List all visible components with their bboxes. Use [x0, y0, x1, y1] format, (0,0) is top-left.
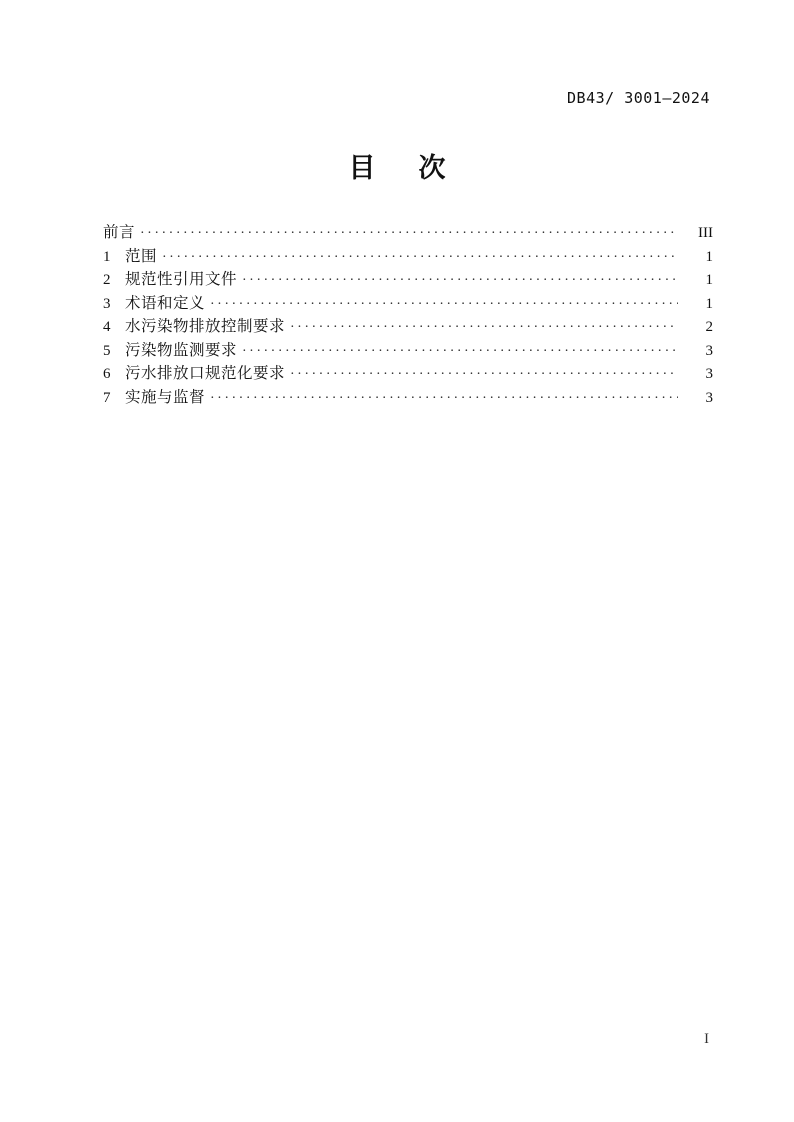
toc-entry-title: 规范性引用文件 — [125, 271, 238, 288]
toc-entry-page: 1 — [705, 272, 713, 288]
toc-entry-title: 实施与监督 — [125, 388, 206, 406]
toc-dot-leader — [210, 297, 678, 313]
toc-dot-leader — [162, 250, 678, 266]
toc-entry-title: 前言 — [103, 224, 136, 241]
toc-dot-leader — [242, 273, 678, 289]
toc-entry-number: 2 — [103, 272, 111, 288]
toc-dot-leader — [290, 320, 678, 336]
toc-dot-leader — [140, 226, 678, 242]
toc-row — [103, 338, 713, 362]
toc-entry-title: 污水排放口规范化要求 — [125, 365, 286, 382]
toc-dot-leader — [210, 391, 678, 407]
toc-dot-leader — [242, 344, 678, 360]
toc-row — [103, 361, 713, 385]
toc-entry-page: 2 — [705, 319, 713, 335]
toc-entry-page: III — [698, 225, 713, 241]
page-title-char-left: 目 — [348, 153, 376, 183]
toc-entry-number: 7 — [103, 389, 111, 406]
toc-entry-page: 1 — [705, 295, 713, 312]
toc-entry-number: 5 — [103, 342, 111, 359]
toc-row — [103, 291, 713, 315]
toc-entry-title: 污染物监测要求 — [125, 341, 238, 359]
toc-entry-number: 4 — [103, 319, 111, 335]
standard-number: DB43/ 3001—2024 — [567, 89, 710, 107]
toc-row — [103, 314, 713, 338]
toc-entry-title: 术语和定义 — [125, 294, 206, 312]
table-of-contents — [103, 220, 713, 408]
toc-entry-number: 3 — [103, 295, 111, 312]
page-title — [0, 152, 794, 184]
toc-entry-page: 1 — [705, 248, 713, 265]
toc-entry-number: 1 — [103, 248, 111, 265]
toc-entry-title: 范围 — [125, 247, 158, 265]
toc-entry-page: 3 — [705, 342, 713, 359]
toc-entry-page: 3 — [705, 366, 713, 382]
toc-dot-leader — [290, 367, 678, 383]
toc-row — [103, 244, 713, 268]
toc-row — [103, 267, 713, 291]
toc-entry-number: 6 — [103, 366, 111, 382]
toc-entry-page: 3 — [705, 389, 713, 406]
toc-row — [103, 385, 713, 409]
toc-entry-title: 水污染物排放控制要求 — [125, 318, 286, 335]
page-title-char-right: 次 — [418, 153, 446, 183]
footer-page-number: I — [704, 1031, 709, 1047]
toc-row — [103, 220, 713, 244]
